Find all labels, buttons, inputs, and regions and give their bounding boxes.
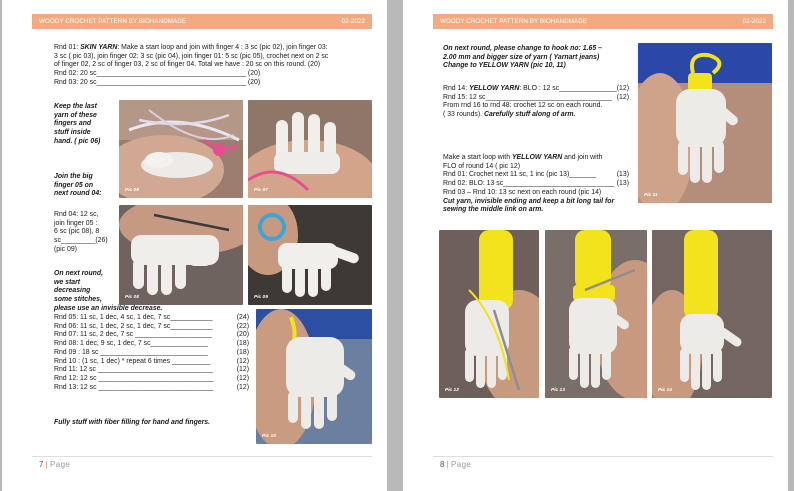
photo-pic-13: [545, 230, 647, 398]
pic-11-image: [638, 43, 772, 203]
note-line: we start: [54, 278, 81, 286]
start-loop-block: [443, 154, 629, 215]
rnd04-line: Rnd 04: 12 sc,: [54, 211, 99, 218]
pic-06-caption: Pic 06: [125, 188, 139, 193]
rnd03-line: Rnd 03: 20 sc_______________________________________ (20): [54, 78, 261, 86]
note-keep-yarn: [54, 103, 100, 147]
yellow-yarn-label: YELLOW YARN: [469, 85, 520, 92]
note-line: Keep the last: [54, 103, 97, 110]
round-count: (20): [236, 331, 249, 339]
skin-yarn-label: SKIN YARN: [80, 44, 118, 51]
pic-08-image: [119, 205, 243, 305]
pic-11-caption: Pic 11: [644, 193, 658, 198]
round-label: Rnd 13: 12 sc ______________________________: [54, 383, 214, 391]
rnd16-48-text: From rnd 16 to rnd 48: crochet 12 sc on each round.: [443, 102, 603, 110]
round-count: (12): [616, 85, 629, 92]
round-count: (13): [616, 171, 629, 179]
round-label: Rnd 06: 11 sc, 1 dec, 2 sc, 1 dec, 7 sc___________: [54, 322, 213, 330]
round-label: Rnd 08: 1 dec, 9 sc, 1 dec, 7 sc_______________: [54, 340, 209, 348]
pic-06-image: [119, 100, 243, 198]
round-label: Rnd 10 : (1 sc, 1 dec) * repeat 6 times __________: [54, 357, 211, 365]
pic-08-caption: Pic 08: [125, 295, 139, 300]
rnd04-line: sc_________(26): [54, 237, 108, 245]
page-8: [403, 0, 788, 491]
hook-line: Change to YELLOW YARN (pic 10, 11): [443, 62, 566, 70]
hook-line: On next round, please change to hook no: 1.65 –: [443, 45, 602, 52]
photo-pic-09: [248, 205, 372, 305]
r02-row: [443, 180, 629, 189]
photo-pic-08: [119, 205, 243, 305]
photo-pic-07: [248, 100, 372, 198]
pic-09-caption: Pic 09: [254, 295, 268, 300]
footer-rule: [32, 456, 372, 457]
round-row: [54, 323, 249, 332]
note-line: stuff inside: [54, 129, 91, 137]
closing-note: [54, 419, 210, 428]
note-line: Join the big: [54, 173, 93, 180]
note-line: yarn of these: [54, 111, 97, 119]
header-title: WOODY CROCHET PATTERN BY BIOHANDMADE: [440, 18, 588, 25]
note-join-finger: [54, 173, 101, 199]
yellow-yarn-label: YELLOW YARN: [511, 154, 563, 161]
page-number: 8: [440, 460, 445, 469]
note-line: finger 05 on: [54, 181, 94, 189]
round-count: (12): [236, 383, 249, 391]
header-title: WOODY CROCHET PATTERN BY BIOHANDMADE: [39, 18, 187, 25]
start-loop-text: and join with: [562, 154, 603, 161]
photo-pic-06: [119, 100, 243, 198]
rnd15-text: Rnd 15: 12 sc_________________________________: [443, 93, 612, 101]
hook-note: [443, 45, 602, 71]
stuff-note: Carefully stuff along of arm.: [483, 111, 576, 119]
rounds-list: [54, 314, 249, 392]
pic-13-caption: Pic 13: [551, 388, 565, 393]
page-header: [32, 14, 372, 29]
rounds-count-text: ( 33 rounds).: [443, 111, 484, 119]
round-label: Rnd 05: 11 sc, 1 dec, 4 sc, 1 dec, 7 sc___________: [54, 314, 213, 321]
photo-pic-11: [638, 43, 772, 203]
rnd14-text: : BLO : 12 sc_______________: [519, 85, 617, 92]
round-label: Rnd 11: 12 sc ______________________________: [54, 366, 213, 374]
header-date: 02-2022: [742, 18, 766, 25]
round-count: (24): [236, 314, 249, 321]
rnd01-text: : Make a start loop and join with finger 4 : 3 sc (pic 02), join finger 03:: [117, 44, 328, 51]
r01-text: Rnd 01: Crochet next 11 sc, 1 inc (pic 13)_______: [443, 171, 597, 179]
pic-10-caption: Pic 10: [262, 434, 276, 439]
rnd14-block: [443, 85, 629, 120]
page-footer: [39, 460, 70, 469]
r03-text: Rnd 03 – Rnd 10: 13 sc next on each round (pic 14): [443, 188, 602, 196]
rnd15-row: [443, 94, 629, 103]
round-label: Rnd 12: 12 sc ______________________________: [54, 374, 214, 382]
rnd01-label: Rnd 01:: [54, 44, 81, 51]
start-loop-text: Make a start loop with: [443, 154, 512, 161]
r02-text: Rnd 02: BLO: 13 sc_____________________________: [443, 180, 615, 188]
intro-line: 3 sc ( pic 03), join finger 02: 3 sc (pic 04), join finger 01: 5 sc (pic 05), crochet next on 2 sc: [54, 52, 329, 60]
round-row: [54, 366, 249, 375]
round-row: [54, 331, 249, 340]
footer-separator: |: [444, 460, 451, 469]
note-line: fingers and: [54, 120, 92, 128]
pic-12-image: [439, 230, 539, 398]
round-count: (18): [236, 340, 249, 348]
note-line: decreasing: [54, 287, 91, 295]
round-row: [54, 340, 249, 349]
note-line: hand. ( pic 06): [54, 137, 101, 145]
round-count: (13): [616, 180, 629, 188]
note-line: some stitches,: [54, 296, 102, 304]
cut-note: Cut yarn, invisible ending and keep a bit long tail for: [443, 197, 615, 205]
round-row: [54, 314, 249, 323]
rnd04-line: (pic 09): [54, 245, 77, 253]
pic-14-caption: Pic 14: [658, 388, 672, 393]
page-footer: [440, 460, 471, 469]
footer-separator: |: [43, 460, 50, 469]
photo-pic-10: [256, 309, 372, 444]
pic-12-caption: Pic 12: [445, 388, 459, 393]
rnd14-label: Rnd 14:: [443, 85, 470, 92]
page-word: Page: [49, 460, 71, 469]
round-row: [54, 375, 249, 384]
closing-line: Fully stuff with fiber filling for hand and fingers.: [54, 419, 211, 426]
round-count: (12): [616, 93, 629, 101]
rnd04-block: [54, 211, 108, 255]
round-count: (12): [236, 357, 249, 365]
invisible-decrease-note: please use an invisible decrease.: [54, 304, 163, 312]
footer-rule: [433, 456, 773, 457]
round-label: Rnd 07: 11 sc, 2 dec, 7 sc ____________________: [54, 331, 212, 339]
round-row: [54, 349, 249, 358]
pic-09-image: [248, 205, 372, 305]
header-date: 02-2022: [341, 18, 365, 25]
cut-note: sewing the middle link on arm.: [443, 206, 544, 214]
note-line: next round 04:: [54, 190, 102, 198]
round-count: (22): [236, 322, 249, 330]
photo-pic-14: [652, 230, 772, 398]
page-word: Page: [450, 460, 472, 469]
pic-10-image: [256, 309, 372, 444]
rnd04-line: join finger 05 :: [54, 219, 98, 227]
note-line: On next round,: [54, 270, 103, 277]
page-number: 7: [39, 460, 44, 469]
round-row: [54, 358, 249, 367]
round-count: (12): [236, 366, 249, 374]
flo-line: FLO of round 14 ( pic 12): [443, 162, 520, 170]
rnd14-row: [443, 85, 629, 94]
round-row: [54, 384, 249, 393]
pic-14-image: [652, 230, 772, 398]
page-header: [433, 14, 773, 29]
page-7: [2, 0, 387, 491]
rnd02-line: Rnd 02: 20 sc_______________________________________ (20): [54, 70, 261, 78]
r01-row: [443, 171, 629, 180]
pic-07-image: [248, 100, 372, 198]
intro-block: [54, 44, 376, 88]
hook-line: 2.00 mm and bigger size of yarn ( Yarnart jeans): [443, 53, 600, 61]
intro-line: of finger 02, 2 sc of finger 03, 2 sc of finger 04. Total we have : 20 sc on this round. (20): [54, 61, 321, 69]
pic-07-caption: Pic 07: [254, 188, 268, 193]
round-count: (18): [236, 348, 249, 356]
round-count: (12): [236, 374, 249, 382]
pic-13-image: [545, 230, 647, 398]
rnd04-line: 6 sc (pic 08), 8: [54, 228, 100, 236]
round-label: Rnd 09 : 18 sc ____________________________: [54, 348, 208, 356]
photo-pic-12: [439, 230, 539, 398]
